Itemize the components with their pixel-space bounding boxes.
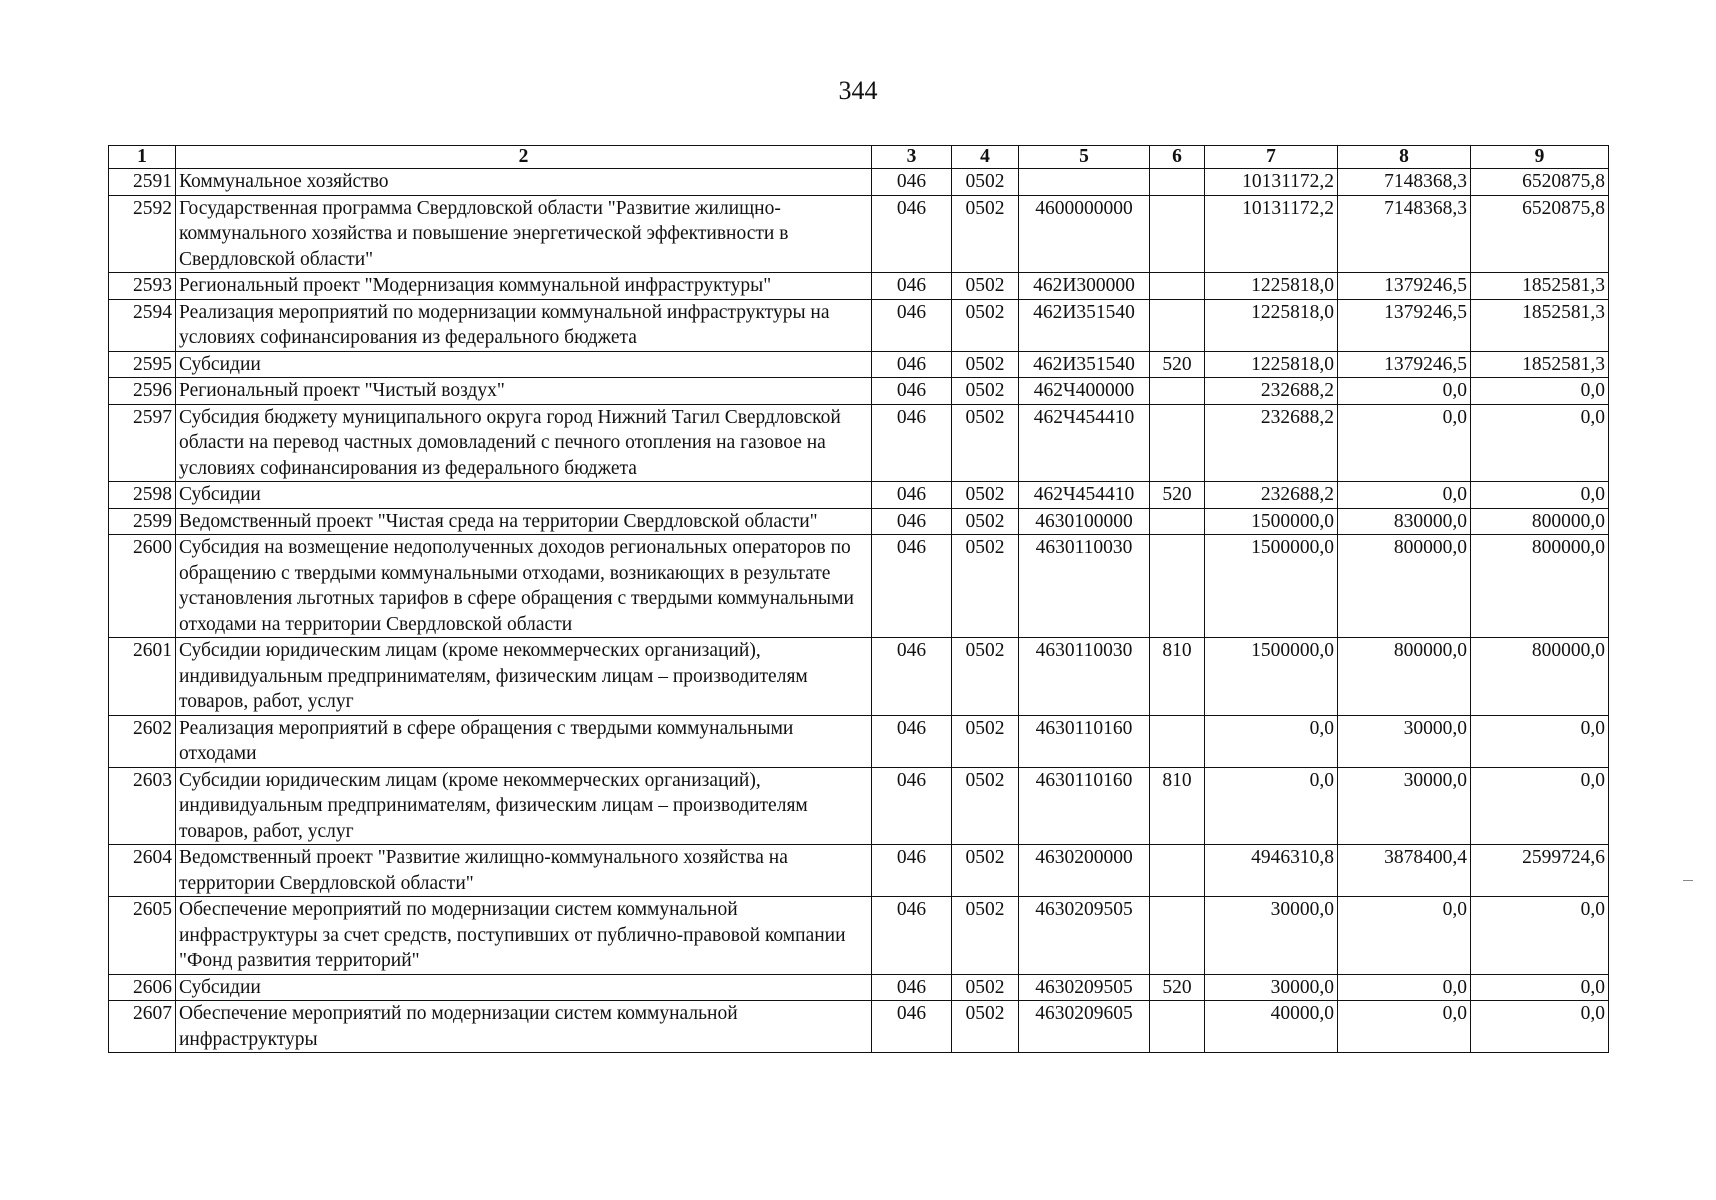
row-col8-amount: 30000,0 xyxy=(1338,715,1471,767)
row-col4-section: 0502 xyxy=(952,508,1019,535)
table-body xyxy=(109,169,1609,1053)
row-col4-section: 0502 xyxy=(952,715,1019,767)
page-number: 344 xyxy=(838,76,878,105)
row-col7-amount: 0,0 xyxy=(1205,767,1338,845)
row-name: Региональный проект "Модернизация коммунальной инфраструктуры" xyxy=(176,273,872,300)
row-col4-section: 0502 xyxy=(952,535,1019,638)
column-header-3: 3 xyxy=(872,146,952,169)
column-header-1: 1 xyxy=(109,146,176,169)
row-number: 2593 xyxy=(109,273,176,300)
row-col9-amount: 0,0 xyxy=(1471,767,1609,845)
row-col8-amount: 7148368,3 xyxy=(1338,195,1471,273)
row-col5-target: 4630110030 xyxy=(1019,535,1150,638)
table-row xyxy=(109,535,1609,638)
row-col7-amount: 0,0 xyxy=(1205,715,1338,767)
row-col8-amount: 0,0 xyxy=(1338,404,1471,482)
row-col4-section: 0502 xyxy=(952,974,1019,1001)
row-col9-amount: 0,0 xyxy=(1471,482,1609,509)
row-col5-target xyxy=(1019,169,1150,196)
table-row xyxy=(109,273,1609,300)
table-row xyxy=(109,404,1609,482)
row-col5-target: 4630100000 xyxy=(1019,508,1150,535)
row-name: Обеспечение мероприятий по модернизации систем коммунальной инфраструктуры за счет средств, поступивших от публично-правовой компании "Фонд развития территорий" xyxy=(176,897,872,975)
row-col5-target: 462Ч454410 xyxy=(1019,482,1150,509)
row-col5-target: 4630110160 xyxy=(1019,767,1150,845)
row-col5-target: 4630110160 xyxy=(1019,715,1150,767)
row-col6-expense-type xyxy=(1150,273,1205,300)
row-col3-code: 046 xyxy=(872,1001,952,1053)
table-row xyxy=(109,974,1609,1001)
row-col8-amount: 1379246,5 xyxy=(1338,351,1471,378)
row-col7-amount: 1225818,0 xyxy=(1205,299,1338,351)
row-col4-section: 0502 xyxy=(952,767,1019,845)
row-col9-amount: 800000,0 xyxy=(1471,535,1609,638)
row-col6-expense-type xyxy=(1150,897,1205,975)
row-col5-target: 462И300000 xyxy=(1019,273,1150,300)
row-name: Ведомственный проект "Чистая среда на территории Свердловской области" xyxy=(176,508,872,535)
row-col5-target: 4630209505 xyxy=(1019,897,1150,975)
row-col8-amount: 3878400,4 xyxy=(1338,845,1471,897)
row-col4-section: 0502 xyxy=(952,482,1019,509)
row-col4-section: 0502 xyxy=(952,299,1019,351)
row-col9-amount: 1852581,3 xyxy=(1471,273,1609,300)
header-row xyxy=(109,146,1609,169)
row-col6-expense-type xyxy=(1150,404,1205,482)
row-col7-amount: 1500000,0 xyxy=(1205,638,1338,716)
row-col5-target: 462И351540 xyxy=(1019,351,1150,378)
row-number: 2600 xyxy=(109,535,176,638)
row-col6-expense-type xyxy=(1150,508,1205,535)
row-name: Обеспечение мероприятий по модернизации систем коммунальной инфраструктуры xyxy=(176,1001,872,1053)
table-row xyxy=(109,482,1609,509)
row-col8-amount: 800000,0 xyxy=(1338,638,1471,716)
row-number: 2591 xyxy=(109,169,176,196)
row-col4-section: 0502 xyxy=(952,638,1019,716)
row-col7-amount: 10131172,2 xyxy=(1205,195,1338,273)
row-name: Региональный проект "Чистый воздух" xyxy=(176,378,872,405)
row-name: Субсидии юридическим лицам (кроме некоммерческих организаций), индивидуальным предпринимателям, физическим лицам – производителям товаров, работ, услуг xyxy=(176,767,872,845)
table-row xyxy=(109,351,1609,378)
column-header-9: 9 xyxy=(1471,146,1609,169)
row-col9-amount: 0,0 xyxy=(1471,974,1609,1001)
row-name: Коммунальное хозяйство xyxy=(176,169,872,196)
row-col9-amount: 800000,0 xyxy=(1471,638,1609,716)
column-header-8: 8 xyxy=(1338,146,1471,169)
row-col7-amount: 1225818,0 xyxy=(1205,273,1338,300)
row-col8-amount: 30000,0 xyxy=(1338,767,1471,845)
row-col7-amount: 232688,2 xyxy=(1205,482,1338,509)
row-col9-amount: 2599724,6 xyxy=(1471,845,1609,897)
row-number: 2605 xyxy=(109,897,176,975)
row-number: 2599 xyxy=(109,508,176,535)
row-col9-amount: 0,0 xyxy=(1471,404,1609,482)
table-row xyxy=(109,767,1609,845)
row-col3-code: 046 xyxy=(872,508,952,535)
row-col5-target: 4630110030 xyxy=(1019,638,1150,716)
row-col8-amount: 0,0 xyxy=(1338,482,1471,509)
row-col4-section: 0502 xyxy=(952,169,1019,196)
table-row xyxy=(109,715,1609,767)
row-col4-section: 0502 xyxy=(952,1001,1019,1053)
row-number: 2592 xyxy=(109,195,176,273)
row-number: 2594 xyxy=(109,299,176,351)
row-number: 2604 xyxy=(109,845,176,897)
table-row xyxy=(109,299,1609,351)
row-number: 2602 xyxy=(109,715,176,767)
column-header-4: 4 xyxy=(952,146,1019,169)
row-name: Государственная программа Свердловской области "Развитие жилищно-коммунального хозяйства и повышение энергетической эффективности в Свердловской области" xyxy=(176,195,872,273)
table-row xyxy=(109,378,1609,405)
table-row xyxy=(109,845,1609,897)
row-col3-code: 046 xyxy=(872,378,952,405)
row-col3-code: 046 xyxy=(872,535,952,638)
table-row xyxy=(109,169,1609,196)
row-col5-target: 462Ч400000 xyxy=(1019,378,1150,405)
row-col6-expense-type: 520 xyxy=(1150,974,1205,1001)
row-name: Субсидии юридическим лицам (кроме некоммерческих организаций), индивидуальным предпринимателям, физическим лицам – производителям товаров, работ, услуг xyxy=(176,638,872,716)
table-row xyxy=(109,195,1609,273)
row-col3-code: 046 xyxy=(872,195,952,273)
row-col3-code: 046 xyxy=(872,897,952,975)
row-number: 2598 xyxy=(109,482,176,509)
row-col9-amount: 1852581,3 xyxy=(1471,351,1609,378)
row-col8-amount: 0,0 xyxy=(1338,378,1471,405)
row-col4-section: 0502 xyxy=(952,845,1019,897)
table-row xyxy=(109,1001,1609,1053)
row-col7-amount: 40000,0 xyxy=(1205,1001,1338,1053)
row-col6-expense-type xyxy=(1150,299,1205,351)
row-col7-amount: 30000,0 xyxy=(1205,974,1338,1001)
row-number: 2597 xyxy=(109,404,176,482)
row-col4-section: 0502 xyxy=(952,404,1019,482)
row-col6-expense-type xyxy=(1150,845,1205,897)
row-col3-code: 046 xyxy=(872,404,952,482)
row-col4-section: 0502 xyxy=(952,378,1019,405)
row-col3-code: 046 xyxy=(872,482,952,509)
table-row xyxy=(109,508,1609,535)
row-col8-amount: 7148368,3 xyxy=(1338,169,1471,196)
row-col9-amount: 0,0 xyxy=(1471,378,1609,405)
row-col8-amount: 0,0 xyxy=(1338,974,1471,1001)
row-col5-target: 4630209605 xyxy=(1019,1001,1150,1053)
row-col4-section: 0502 xyxy=(952,273,1019,300)
row-col3-code: 046 xyxy=(872,169,952,196)
row-col6-expense-type xyxy=(1150,378,1205,405)
row-col8-amount: 0,0 xyxy=(1338,1001,1471,1053)
row-col5-target: 462Ч454410 xyxy=(1019,404,1150,482)
row-col6-expense-type: 810 xyxy=(1150,638,1205,716)
row-name: Реализация мероприятий по модернизации коммунальной инфраструктуры на условиях софинансирования из федерального бюджета xyxy=(176,299,872,351)
scan-mark xyxy=(1683,880,1693,881)
row-col3-code: 046 xyxy=(872,845,952,897)
row-number: 2596 xyxy=(109,378,176,405)
row-col9-amount: 6520875,8 xyxy=(1471,169,1609,196)
row-col7-amount: 1225818,0 xyxy=(1205,351,1338,378)
row-col6-expense-type xyxy=(1150,195,1205,273)
row-col9-amount: 800000,0 xyxy=(1471,508,1609,535)
row-number: 2606 xyxy=(109,974,176,1001)
column-header-5: 5 xyxy=(1019,146,1150,169)
row-col8-amount: 1379246,5 xyxy=(1338,273,1471,300)
row-col8-amount: 1379246,5 xyxy=(1338,299,1471,351)
row-col6-expense-type xyxy=(1150,715,1205,767)
column-header-2: 2 xyxy=(176,146,872,169)
row-col3-code: 046 xyxy=(872,767,952,845)
row-col7-amount: 1500000,0 xyxy=(1205,535,1338,638)
row-col7-amount: 1500000,0 xyxy=(1205,508,1338,535)
row-col8-amount: 0,0 xyxy=(1338,897,1471,975)
table-row xyxy=(109,897,1609,975)
row-col6-expense-type: 810 xyxy=(1150,767,1205,845)
row-col5-target: 462И351540 xyxy=(1019,299,1150,351)
row-number: 2595 xyxy=(109,351,176,378)
row-col6-expense-type xyxy=(1150,1001,1205,1053)
row-number: 2607 xyxy=(109,1001,176,1053)
row-name: Реализация мероприятий в сфере обращения с твердыми коммунальными отходами xyxy=(176,715,872,767)
row-number: 2603 xyxy=(109,767,176,845)
row-col7-amount: 10131172,2 xyxy=(1205,169,1338,196)
row-col7-amount: 4946310,8 xyxy=(1205,845,1338,897)
row-col3-code: 046 xyxy=(872,638,952,716)
column-header-6: 6 xyxy=(1150,146,1205,169)
row-col3-code: 046 xyxy=(872,351,952,378)
row-col6-expense-type xyxy=(1150,169,1205,196)
row-col6-expense-type xyxy=(1150,535,1205,638)
row-col7-amount: 30000,0 xyxy=(1205,897,1338,975)
row-name: Субсидия бюджету муниципального округа город Нижний Тагил Свердловской области на перевод частных домовладений с печного отопления на газовое на условиях софинансирования из федерального бюджета xyxy=(176,404,872,482)
row-col5-target: 4600000000 xyxy=(1019,195,1150,273)
row-name: Ведомственный проект "Развитие жилищно-коммунального хозяйства на территории Свердловской области" xyxy=(176,845,872,897)
row-col3-code: 046 xyxy=(872,715,952,767)
row-col7-amount: 232688,2 xyxy=(1205,378,1338,405)
row-col4-section: 0502 xyxy=(952,897,1019,975)
row-col9-amount: 0,0 xyxy=(1471,897,1609,975)
row-col3-code: 046 xyxy=(872,299,952,351)
column-header-7: 7 xyxy=(1205,146,1338,169)
row-col9-amount: 1852581,3 xyxy=(1471,299,1609,351)
row-col7-amount: 232688,2 xyxy=(1205,404,1338,482)
row-col3-code: 046 xyxy=(872,273,952,300)
table-row xyxy=(109,638,1609,716)
row-number: 2601 xyxy=(109,638,176,716)
row-col9-amount: 0,0 xyxy=(1471,1001,1609,1053)
row-col6-expense-type: 520 xyxy=(1150,482,1205,509)
row-col4-section: 0502 xyxy=(952,195,1019,273)
row-col4-section: 0502 xyxy=(952,351,1019,378)
budget-table xyxy=(108,145,1609,1053)
row-col8-amount: 830000,0 xyxy=(1338,508,1471,535)
row-col5-target: 4630200000 xyxy=(1019,845,1150,897)
row-col3-code: 046 xyxy=(872,974,952,1001)
row-name: Субсидия на возмещение недополученных доходов региональных операторов по обращению с твердыми коммунальными отходами, возникающих в результате установления льготных тарифов в сфере обращения с твердыми коммунальными отходами на территории Свердловской области xyxy=(176,535,872,638)
row-name: Субсидии xyxy=(176,974,872,1001)
row-name: Субсидии xyxy=(176,482,872,509)
row-name: Субсидии xyxy=(176,351,872,378)
row-col6-expense-type: 520 xyxy=(1150,351,1205,378)
row-col9-amount: 0,0 xyxy=(1471,715,1609,767)
row-col9-amount: 6520875,8 xyxy=(1471,195,1609,273)
row-col8-amount: 800000,0 xyxy=(1338,535,1471,638)
row-col5-target: 4630209505 xyxy=(1019,974,1150,1001)
